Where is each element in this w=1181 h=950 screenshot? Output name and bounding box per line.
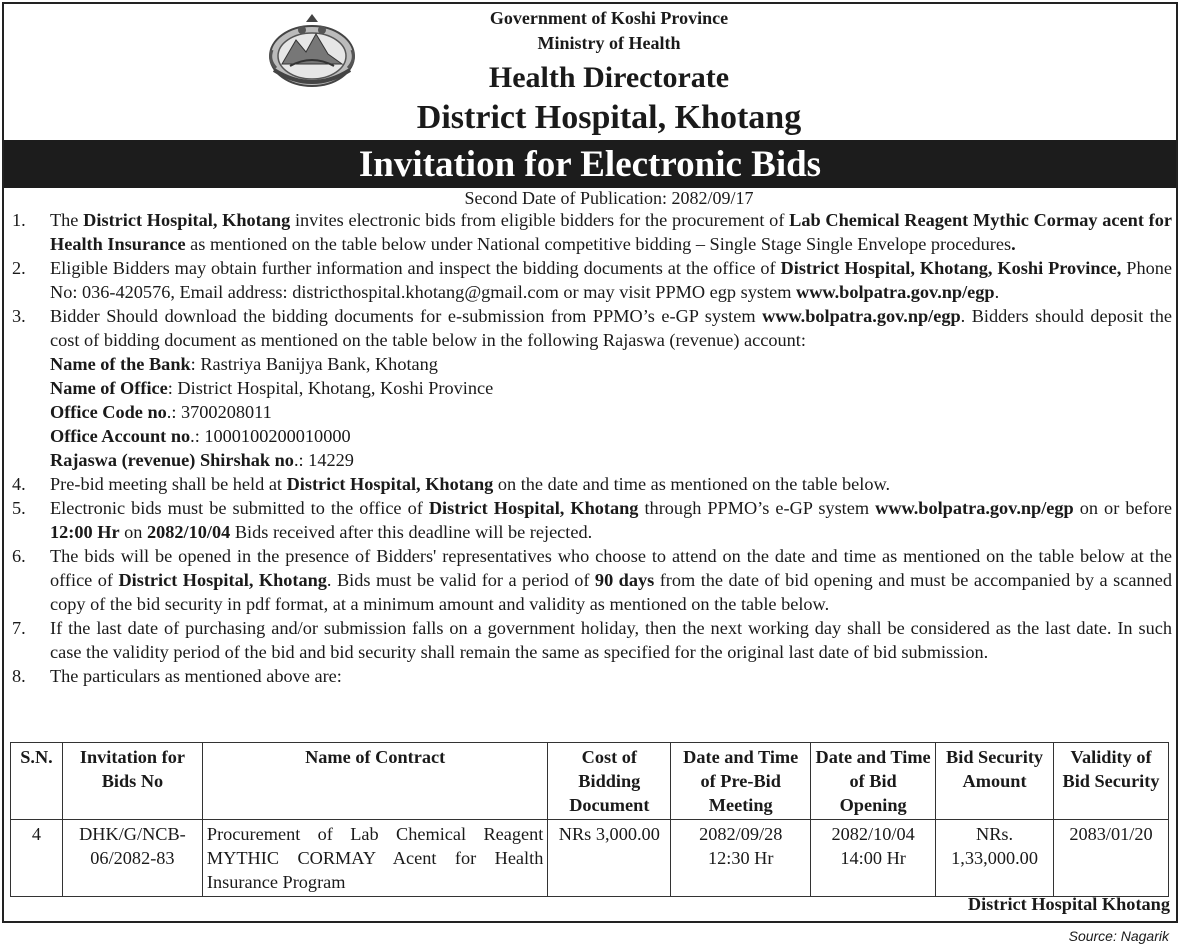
security-amount: 1,33,000.00 <box>951 848 1038 868</box>
ministry-name: Ministry of Health <box>537 33 681 53</box>
item-number: 1. <box>12 210 26 230</box>
security-currency: NRs. <box>976 824 1014 844</box>
item-text: If the last date of purchasing and/or submission falls on a government holiday, then the next working day shall be considered as the last date. In such case the validity period of the bid and bid security shall remain the same as specified for the original last date of bid submission. <box>50 618 1172 662</box>
cell-opening <box>811 820 936 897</box>
header-security: Bid Security Amount <box>936 743 1054 820</box>
header-ifb-no: Invitation for Bids No <box>62 743 202 820</box>
office-code-line: Office Code no.: 3700208011 <box>50 402 272 422</box>
item-number: 2. <box>12 258 26 278</box>
list-item <box>12 208 1172 256</box>
notice-banner: Invitation for Electronic Bids <box>4 140 1176 188</box>
item-text: Pre-bid meeting shall be held at District Hospital, Khotang on the date and time as mentioned on the table below. <box>50 474 891 494</box>
hospital-title: District Hospital, Khotang <box>416 99 802 136</box>
cell-validity: 2083/01/20 <box>1054 820 1169 897</box>
cell-contract: Procurement of Lab Chemical Reagent MYTHIC CORMAY Acent for Health Insurance Program <box>202 820 547 897</box>
item-text: Eligible Bidders may obtain further information and inspect the bidding documents at the office of District Hospital, Khotang, Koshi Province, Phone No: 036-420576, Email address: districthospital.khotang@gmail.com or may visit PPMO egp system www.bolpatra.gov.np/egp. <box>50 258 1172 302</box>
opening-date: 2082/10/04 <box>831 824 915 844</box>
item-text: The particulars as mentioned above are: <box>50 666 342 686</box>
government-name: Government of Koshi Province <box>489 8 729 28</box>
item-text: The bids will be opened in the presence of Bidders' representatives who choose to attend on the date and time as mentioned on the table below at the office of District Hospital, Khotang. Bids must be valid for a period of 90 days from the date of bid opening and must be accompanied by a scanned copy of the bid security in pdf format, at a minimum amount and validity as mentioned on the table below. <box>50 546 1172 614</box>
cell-sn: 4 <box>11 820 63 897</box>
table-header-row <box>11 743 1169 820</box>
cell-ifb-no: DHK/G/NCB-06/2082-83 <box>62 820 202 897</box>
list-item <box>12 304 1172 352</box>
rajaswa-line: Rajaswa (revenue) Shirshak no.: 14229 <box>50 450 354 470</box>
item-text: Electronic bids must be submitted to the office of District Hospital, Khotang through PPMO’s e-GP system www.bolpatra.gov.np/egp on or before 12:00 Hr on 2082/10/04 Bids received after this deadline will be rejected. <box>50 498 1172 542</box>
item-text: The District Hospital, Khotang invites electronic bids from eligible bidders for the procurement of Lab Chemical Reagent Mythic Cormay acent for Health Insurance as mentioned on the table below under National competitive bidding – Single Stage Single Envelope procedures. <box>50 210 1173 254</box>
header-sn: S.N. <box>11 743 63 820</box>
item-number: 6. <box>12 546 26 566</box>
header-cost: Cost of Bidding Document <box>548 743 671 820</box>
item-number: 3. <box>12 306 26 326</box>
publication-date: Second Date of Publication: 2082/09/17 <box>464 188 754 208</box>
table-row <box>11 820 1169 897</box>
list-item <box>12 544 1172 616</box>
bank-name-line: Name of the Bank: Rastriya Banijya Bank, Khotang <box>50 354 438 374</box>
notice-items <box>12 208 1172 688</box>
bid-table <box>10 742 1169 897</box>
notice-header <box>0 0 1181 140</box>
source-credit: Source: Nagarik <box>1068 928 1169 944</box>
issuer-signature: District Hospital Khotang <box>967 894 1170 914</box>
prebid-time: 12:30 Hr <box>707 848 774 868</box>
list-item <box>12 256 1172 304</box>
cell-security <box>936 820 1054 897</box>
list-item <box>12 472 1172 496</box>
item-text: Bidder Should download the bidding documents for e-submission from PPMO’s e-GP system www.bolpatra.gov.np/egp. Bidders should deposit the cost of bidding document as mentioned on the table below in the following Rajaswa (revenue) account: <box>50 306 1172 350</box>
directorate-title: Health Directorate <box>488 61 730 94</box>
list-item <box>12 496 1172 544</box>
header-validity: Validity of Bid Security <box>1054 743 1169 820</box>
item-number: 7. <box>12 618 26 638</box>
list-item <box>12 664 1172 688</box>
header-contract: Name of Contract <box>202 743 547 820</box>
prebid-date: 2082/09/28 <box>699 824 783 844</box>
list-item <box>12 616 1172 664</box>
item-number: 5. <box>12 498 26 518</box>
item-number: 8. <box>12 666 26 686</box>
cell-prebid <box>671 820 811 897</box>
office-account-line: Office Account no.: 1000100200010000 <box>50 426 351 446</box>
header-opening: Date and Time of Bid Opening <box>811 743 936 820</box>
opening-time: 14:00 Hr <box>840 848 906 868</box>
office-name-line: Name of Office: District Hospital, Khotang, Koshi Province <box>50 378 494 398</box>
cell-cost: NRs 3,000.00 <box>548 820 671 897</box>
header-prebid: Date and Time of Pre-Bid Meeting <box>671 743 811 820</box>
item-number: 4. <box>12 474 26 494</box>
